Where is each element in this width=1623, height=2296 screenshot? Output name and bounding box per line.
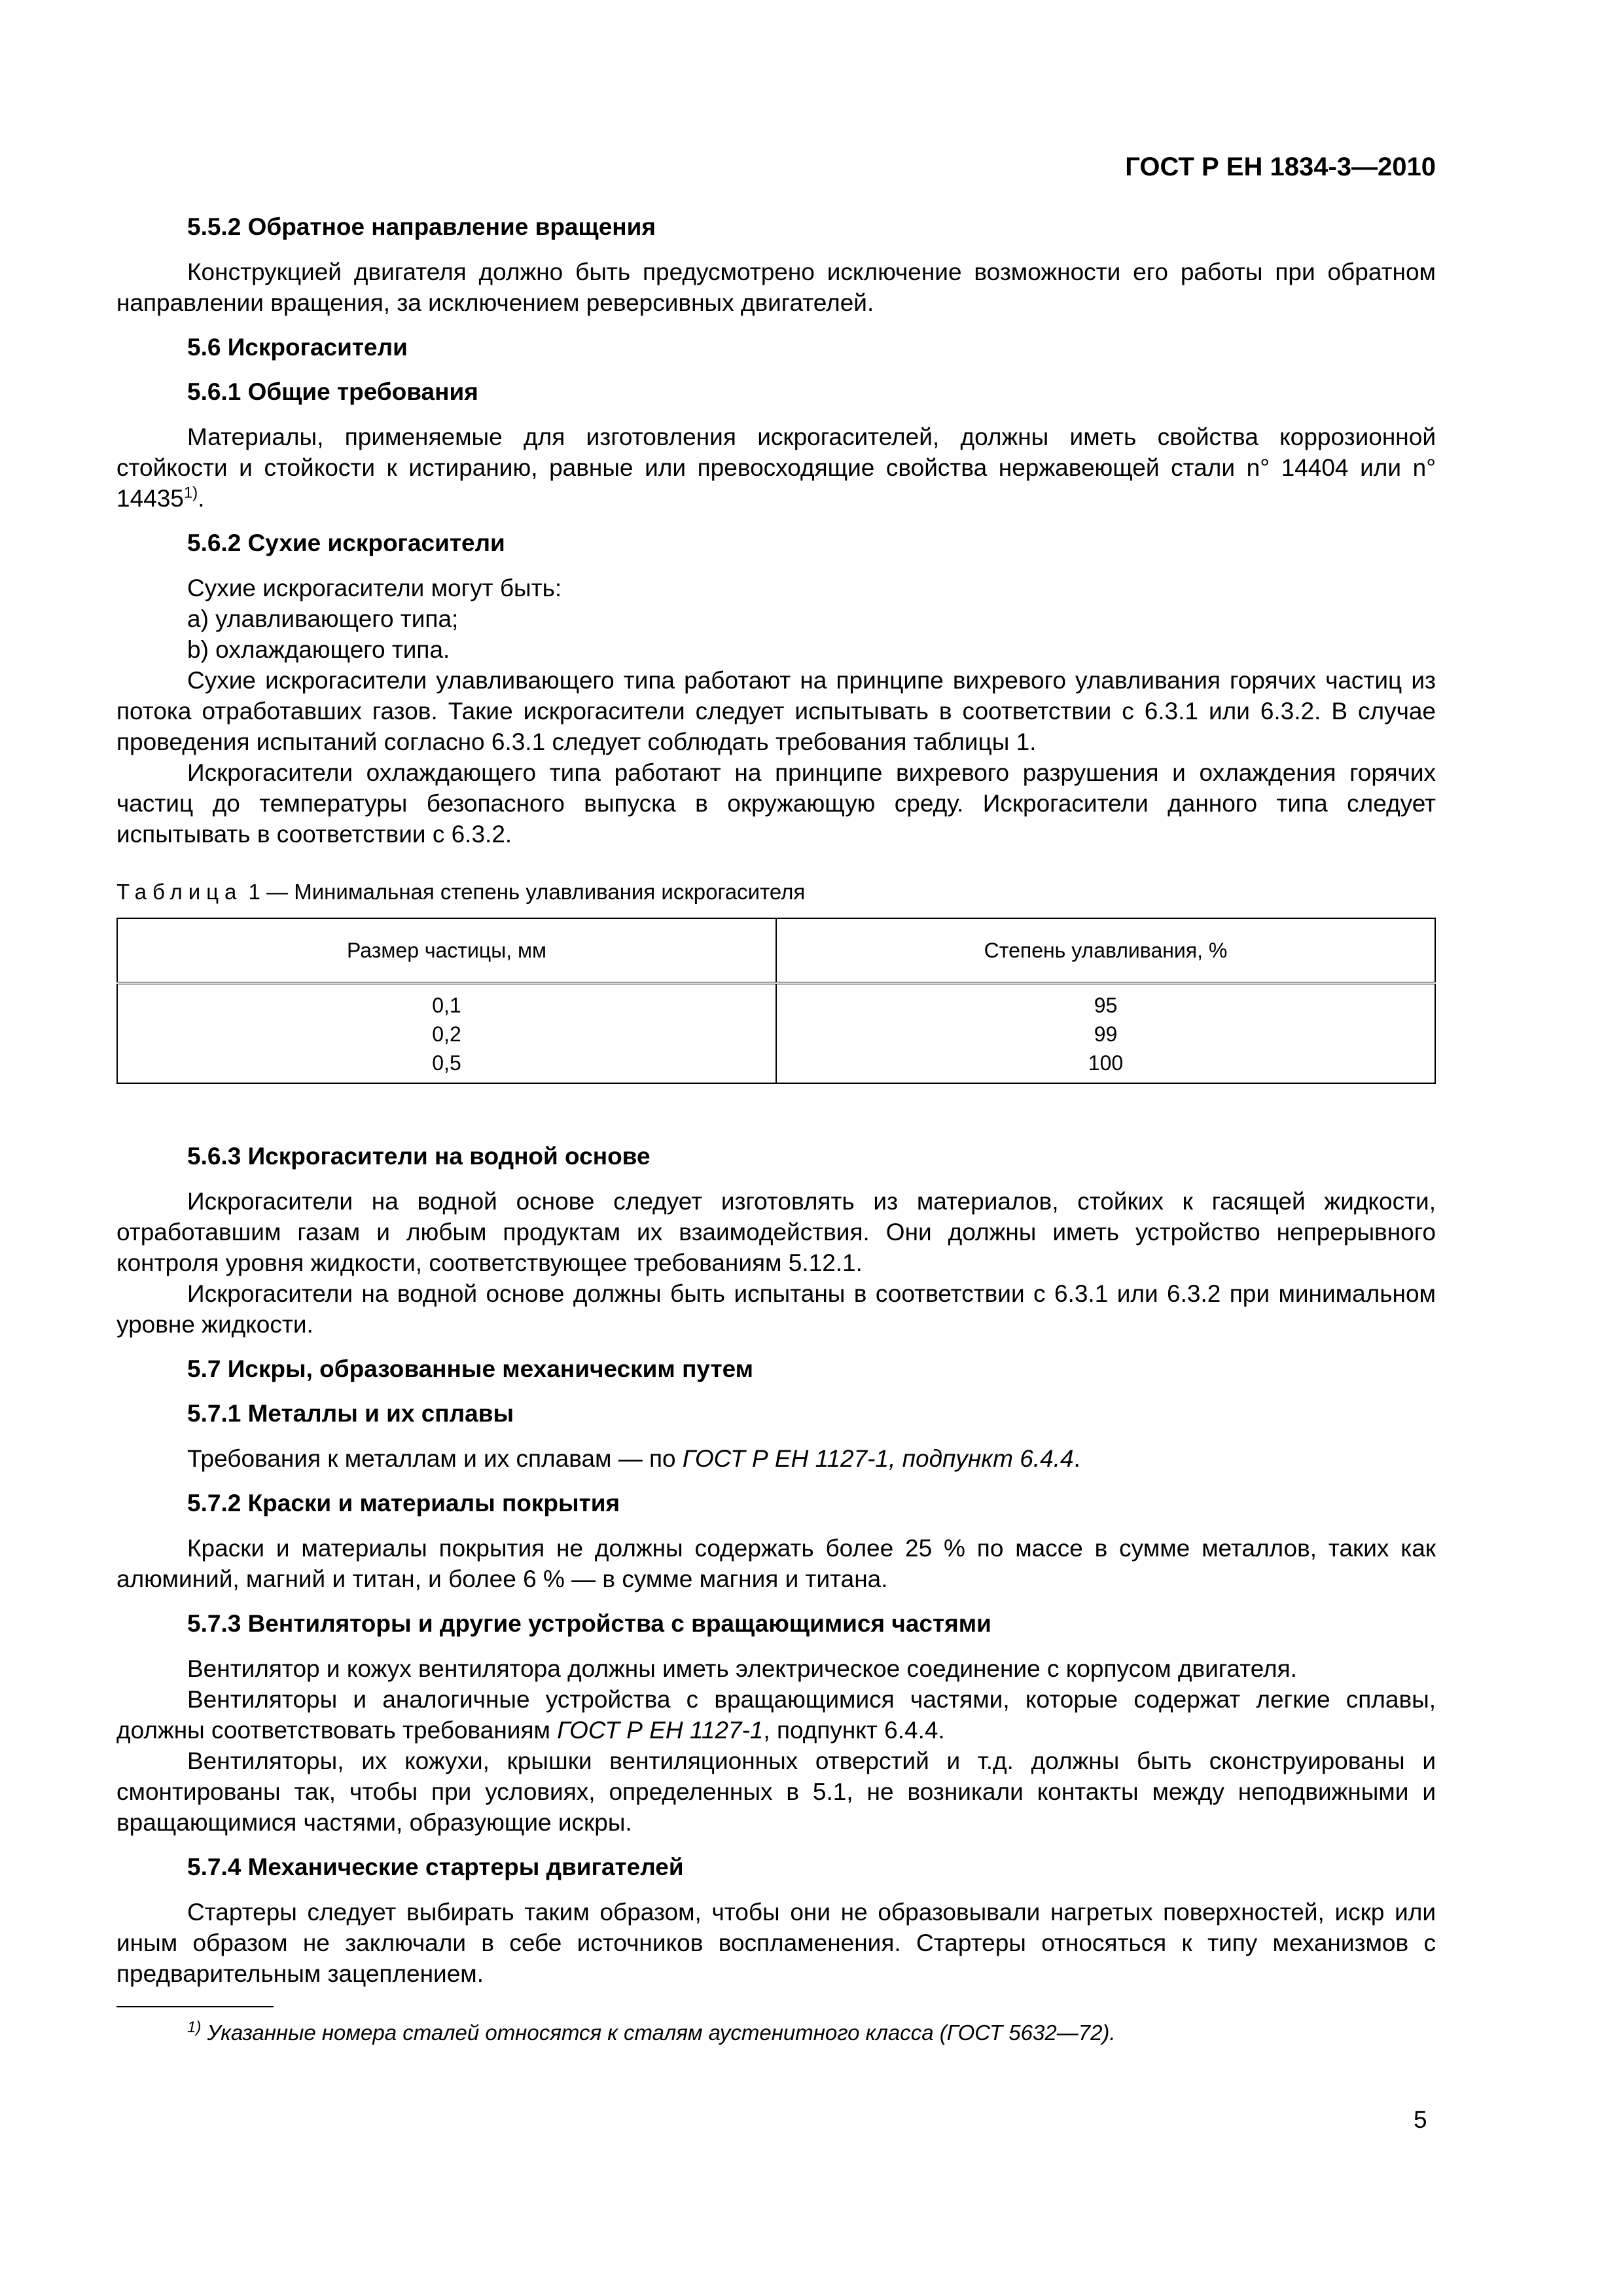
page-number: 5 bbox=[1414, 2106, 1427, 2133]
table-caption-text: 1 — Минимальная степень улавливания искрогасителя bbox=[242, 880, 806, 904]
paragraph-text: Материалы, применяемые для изготовления искрогасителей, должны иметь свойства коррозионной стойкости и стойкости к истиранию, равные или превосходящие свойства нержавеющей стали n° 14404 или n° 14435 bbox=[116, 423, 1436, 512]
paragraph-5-6-3-p2: Искрогасители на водной основе должны быть испытаны в соответствии с 6.3.1 или 6.3.2 при минимальном уровне жидкости. bbox=[116, 1280, 1436, 1338]
footnote-ref-marker: 1) bbox=[183, 484, 198, 502]
table-caption bbox=[116, 878, 1436, 906]
table-caption-label: Таблица bbox=[116, 880, 243, 904]
list-item-b: b) охлаждающего типа. bbox=[187, 636, 450, 663]
table-cell-degree: 100 bbox=[1088, 1051, 1124, 1075]
paragraph-5-7-3-p3: Вентиляторы, их кожухи, крышки вентиляционных отверстий и т.д. должны быть сконструированы и смонтированы так, чтобы при условиях, определенных в 5.1, не возникали контакты между неподвижными и вращающимися частями, образующие искры. bbox=[116, 1748, 1436, 1836]
table-row bbox=[117, 983, 1435, 1083]
standard-reference: ГОСТ Р ЕН 1127-1, подпункт 6.4.4 bbox=[682, 1445, 1074, 1472]
table-cell-size: 0,5 bbox=[432, 1051, 461, 1075]
table-header-particle-size: Размер частицы, мм bbox=[117, 918, 776, 983]
footnote-marker: 1) bbox=[187, 2018, 202, 2036]
standard-reference: ГОСТ Р ЕН 1127-1 bbox=[557, 1717, 764, 1744]
document-page bbox=[116, 151, 1436, 2047]
table-cell-degree: 99 bbox=[1094, 1022, 1118, 1046]
table-header-capture-degree: Степень улавливания, % bbox=[776, 918, 1435, 983]
footnote-divider bbox=[116, 2006, 274, 2007]
paragraph-text: Вентиляторы и аналогичные устройства с вращающимися частями, которые содержат легкие сплавы, должны соответствовать требованиям bbox=[116, 1686, 1436, 1744]
heading-5-5-2: 5.5.2 Обратное направление вращения bbox=[187, 213, 656, 240]
paragraph-5-6-2-p2: Искрогасители охлаждающего типа работают на принципе вихревого разрушения и охлаждения горячих частиц до температуры безопасного выпуска в окружающую среду. Искрогасители данного типа следует испытывать в соответствии с 6.3.2. bbox=[116, 759, 1436, 848]
paragraph-end: . bbox=[1073, 1445, 1080, 1472]
table-cell-particle-sizes bbox=[117, 983, 776, 1083]
table-cell-size: 0,1 bbox=[432, 994, 461, 1017]
table-cell-capture-degrees bbox=[776, 983, 1435, 1083]
heading-5-7-2: 5.7.2 Краски и материалы покрытия bbox=[187, 1490, 620, 1516]
list-item-a: a) улавливающего типа; bbox=[187, 605, 459, 632]
table-1 bbox=[116, 918, 1436, 1084]
paragraph-text: Требования к металлам и их сплавам — по bbox=[187, 1445, 683, 1472]
heading-5-7-3: 5.7.3 Вентиляторы и другие устройства с вращающимися частями bbox=[187, 1610, 991, 1637]
paragraph-5-5-2: Конструкцией двигателя должно быть предусмотрено исключение возможности его работы при обратном направлении вращения, за исключением реверсивных двигателей. bbox=[116, 259, 1436, 316]
footnote bbox=[116, 2019, 1436, 2047]
table-cell-degree: 95 bbox=[1094, 994, 1118, 1017]
footnote-text: Указанные номера сталей относятся к сталям аустенитного класса (ГОСТ 5632—72). bbox=[201, 2020, 1116, 2045]
heading-5-7-1: 5.7.1 Металлы и их сплавы bbox=[187, 1400, 514, 1427]
paragraph-end: . bbox=[198, 485, 205, 512]
paragraph-5-7-3-p2 bbox=[116, 1684, 1436, 1746]
heading-5-6-2: 5.6.2 Сухие искрогасители bbox=[187, 529, 505, 556]
paragraph-end: , подпункт 6.4.4. bbox=[763, 1717, 945, 1744]
table-cell-size: 0,2 bbox=[432, 1022, 461, 1046]
paragraph-5-6-1 bbox=[116, 422, 1436, 514]
standard-designation: ГОСТ Р ЕН 1834-3—2010 bbox=[1125, 152, 1436, 181]
paragraph-5-7-3-p1: Вентилятор и кожух вентилятора должны иметь электрическое соединение с корпусом двигателя. bbox=[187, 1655, 1297, 1682]
paragraph-5-7-2: Краски и материалы покрытия не должны содержать более 25 % по массе в сумме металлов, таких как алюминий, магний и титан, и более 6 % — в сумме магния и титана. bbox=[116, 1535, 1436, 1592]
heading-5-6-3: 5.6.3 Искрогасители на водной основе bbox=[187, 1143, 651, 1170]
paragraph-5-6-2-intro: Сухие искрогасители могут быть: bbox=[187, 575, 562, 601]
heading-5-6: 5.6 Искрогасители bbox=[187, 334, 408, 361]
paragraph-5-7-4: Стартеры следует выбирать таким образом, чтобы они не образовывали нагретых поверхностей, искр или иным образом не заключали в себе источников воспламенения. Стартеры относяться к типу механизмов с предварительным зацеплением. bbox=[116, 1899, 1436, 1987]
heading-5-6-1: 5.6.1 Общие требования bbox=[187, 378, 478, 405]
paragraph-5-7-1 bbox=[116, 1443, 1436, 1474]
heading-5-7-4: 5.7.4 Механические стартеры двигателей bbox=[187, 1854, 684, 1880]
paragraph-5-6-3-p1: Искрогасители на водной основе следует изготовлять из материалов, стойких к гасящей жидкости, отработавшим газам и любым продуктам их взаимодействия. Они должны иметь устройство непрерывного контроля уровня жидкости, соответствующее требованиям 5.12.1. bbox=[116, 1188, 1436, 1276]
paragraph-5-6-2-p1: Сухие искрогасители улавливающего типа работают на принципе вихревого улавливания горячих частиц из потока отработавших газов. Такие искрогасители следует испытывать в соответствии с 6.3.1 или 6.3.2. В случае проведения испытаний согласно 6.3.1 следует соблюдать требования таблицы 1. bbox=[116, 667, 1436, 755]
table-header-row bbox=[117, 918, 1435, 983]
heading-5-7: 5.7 Искры, образованные механическим путем bbox=[187, 1355, 754, 1382]
